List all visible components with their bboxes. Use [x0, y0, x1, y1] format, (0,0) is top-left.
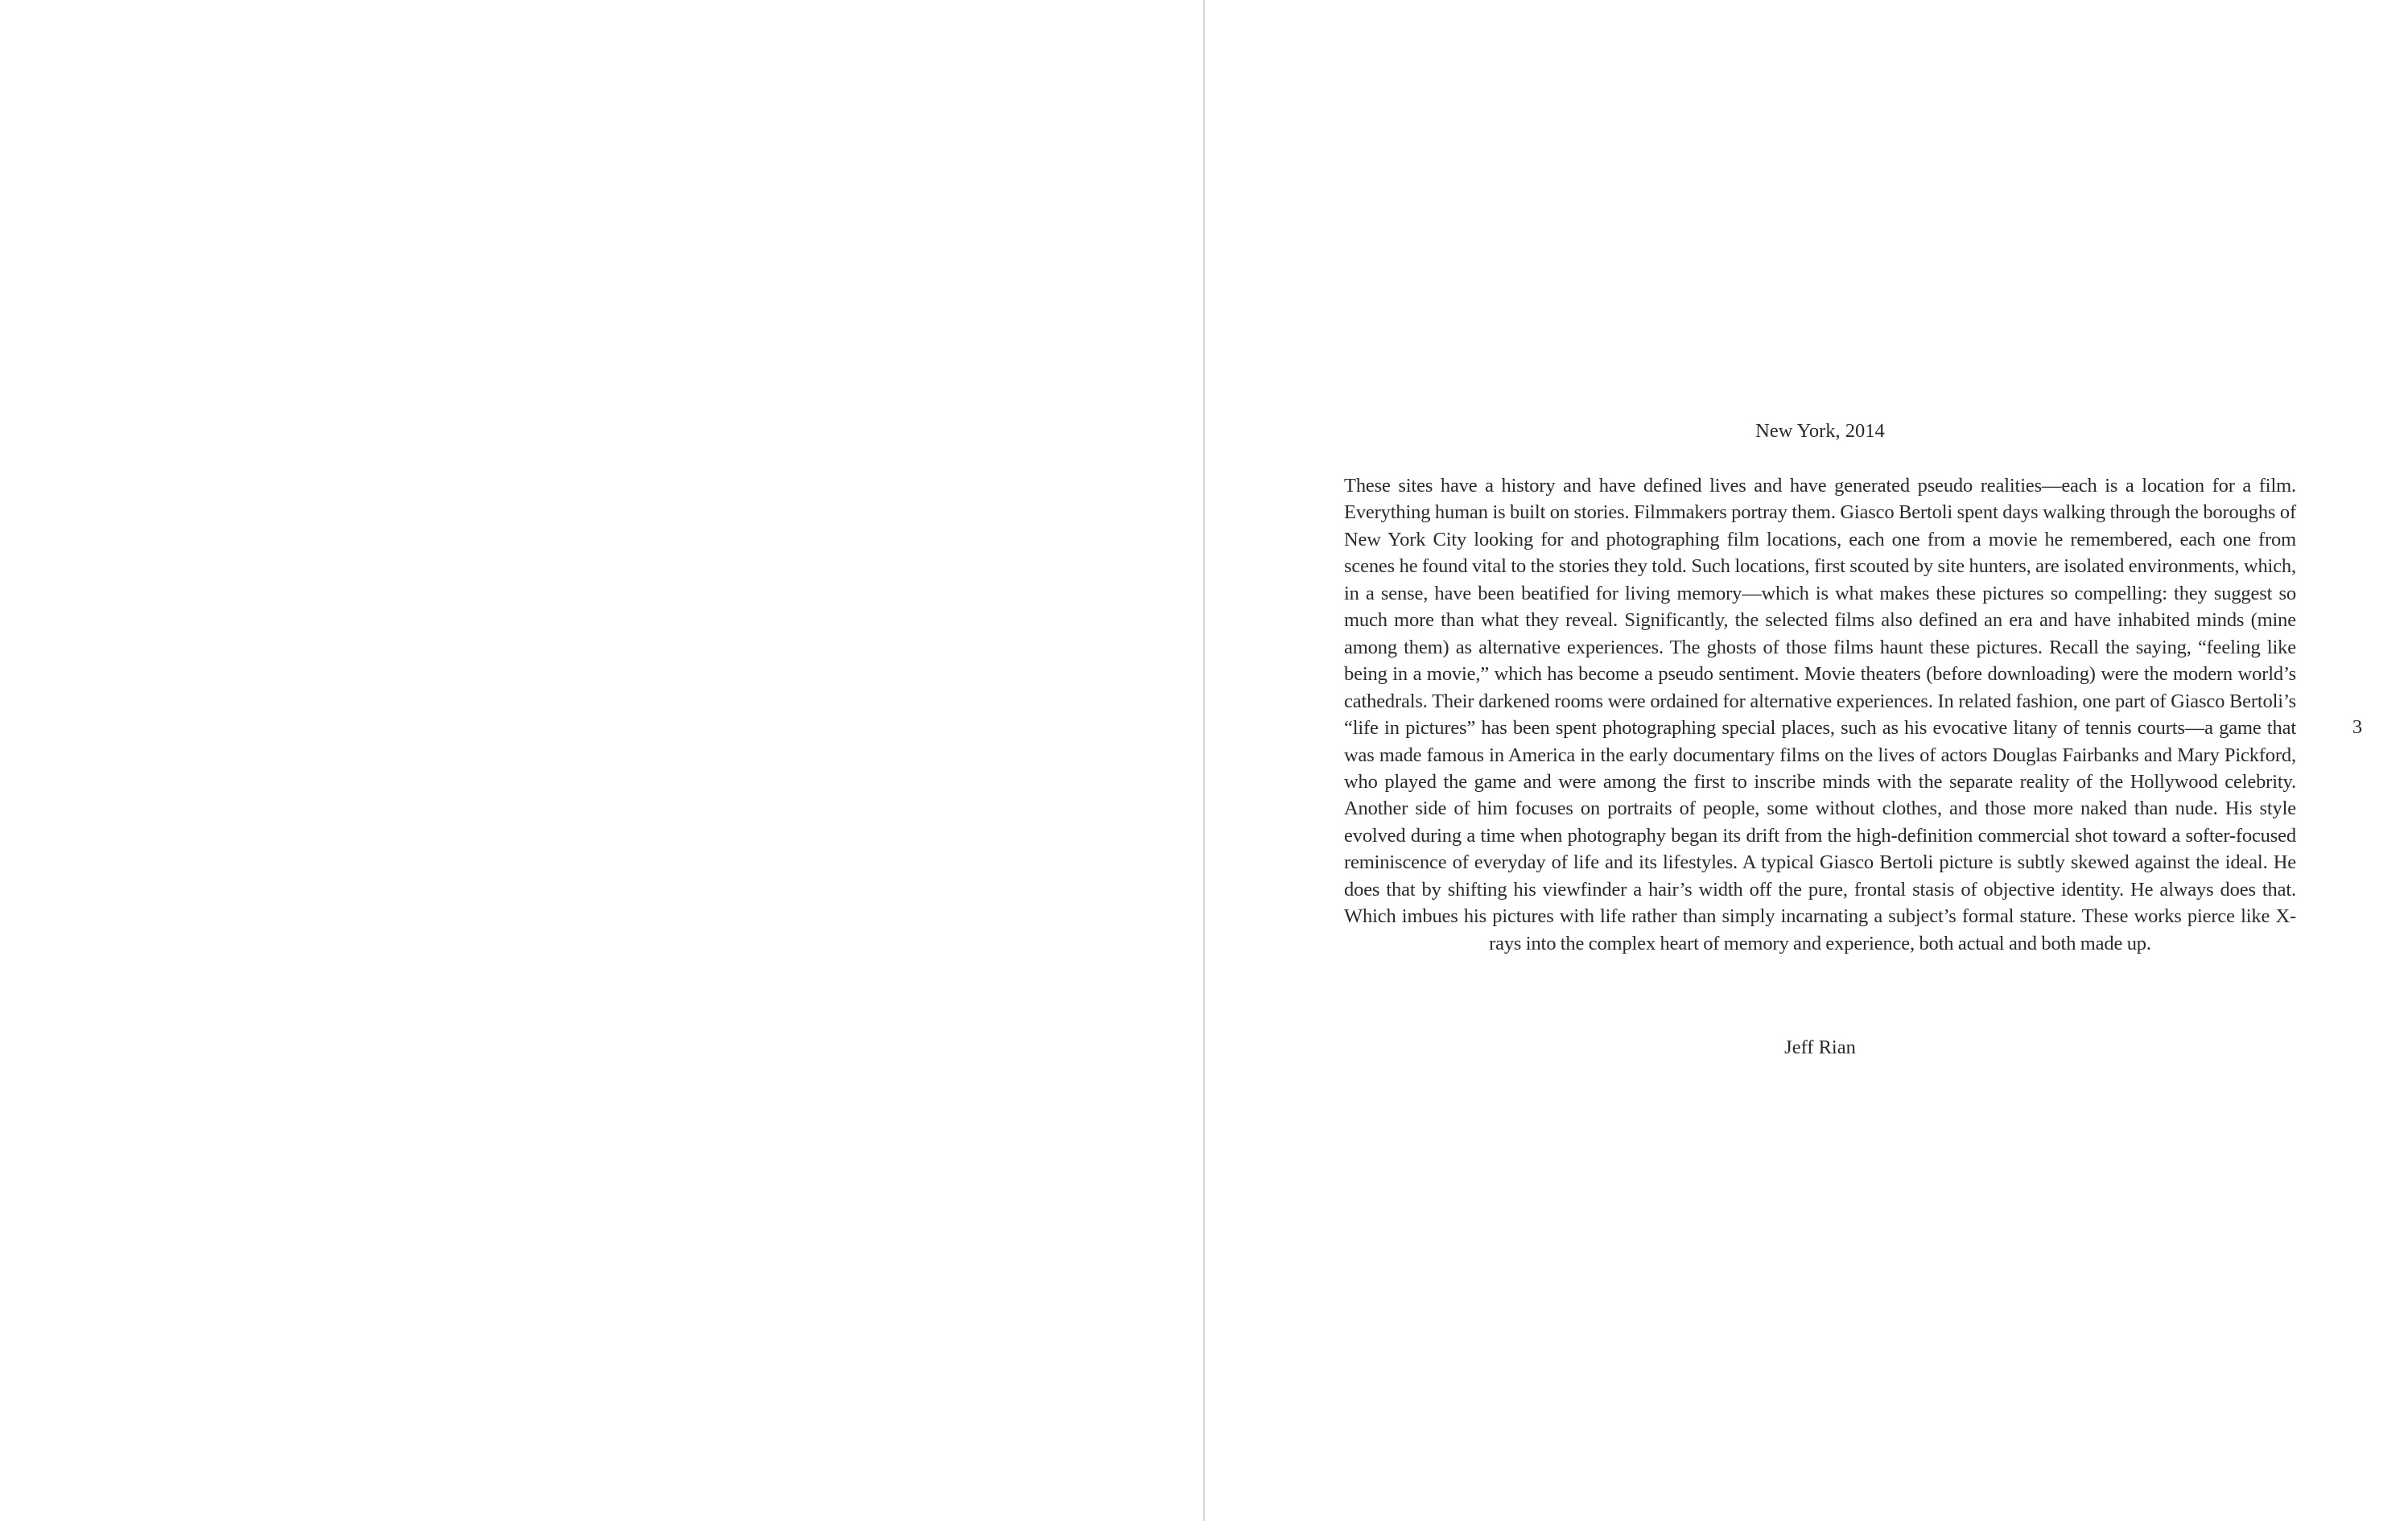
author-signature: Jeff Rian — [1784, 1037, 1856, 1058]
essay-body-paragraph: These sites have a history and have defined lives and have generated pseudo realities—each is a location for a film. Everything human is built on stories. Filmmakers portray them. Giasco Bertoli spent days walking through the boroughs of New York City looking for and photographing film locations, each one from a movie he remembered, each one from scenes he found vital to the stories they told. Such locations, first scouted by site hunters, are isolated environments, which, in a sense, have been beatified for living memory—which is what makes these pictures so compelling: they suggest so much more than what they reveal. Significantly, the selected films also defined an era and have inhabited minds (mine among them) as alternative experiences. The ghosts of those films haunt these pictures. Recall the saying, “feeling like being in a movie,” which has become a pseudo sentiment. Movie theaters (before downloading) were the modern world’s cathedrals. Their darkened rooms were ordained for alternative experiences. In related fashion, one part of Giasco Bertoli’s “life in pictures” has been spent photographing special places, such as his evocative litany of tennis courts—a game that was made famous in America in the early documentary films on the lives of actors Douglas Fairbanks and Mary Pickford, who played the game and were among the first to inscribe minds with the separate reality of the Hollywood celebrity. Another side of him focuses on portraits of people, some without clothes, and those more naked than nude. His style evolved during a time when photography began its drift from the high-definition commercial shot toward a softer-focused reminiscence of everyday of life and its lifestyles. A typical Giasco Bertoli picture is subtly skewed against the ideal. He does that by shifting his viewfinder a hair’s width off the pure, frontal stasis of objective identity. He always does that. Which imbues his pictures with life rather than simply incarnating a subject’s formal stature. These works pierce like X-rays into the complex heart of memory and experience, both actual and both made up. — [1344, 475, 2296, 954]
page-number: 3 — [2352, 716, 2363, 738]
right-page — [1205, 0, 2408, 1521]
place-date-heading: New York, 2014 — [1755, 420, 1885, 442]
